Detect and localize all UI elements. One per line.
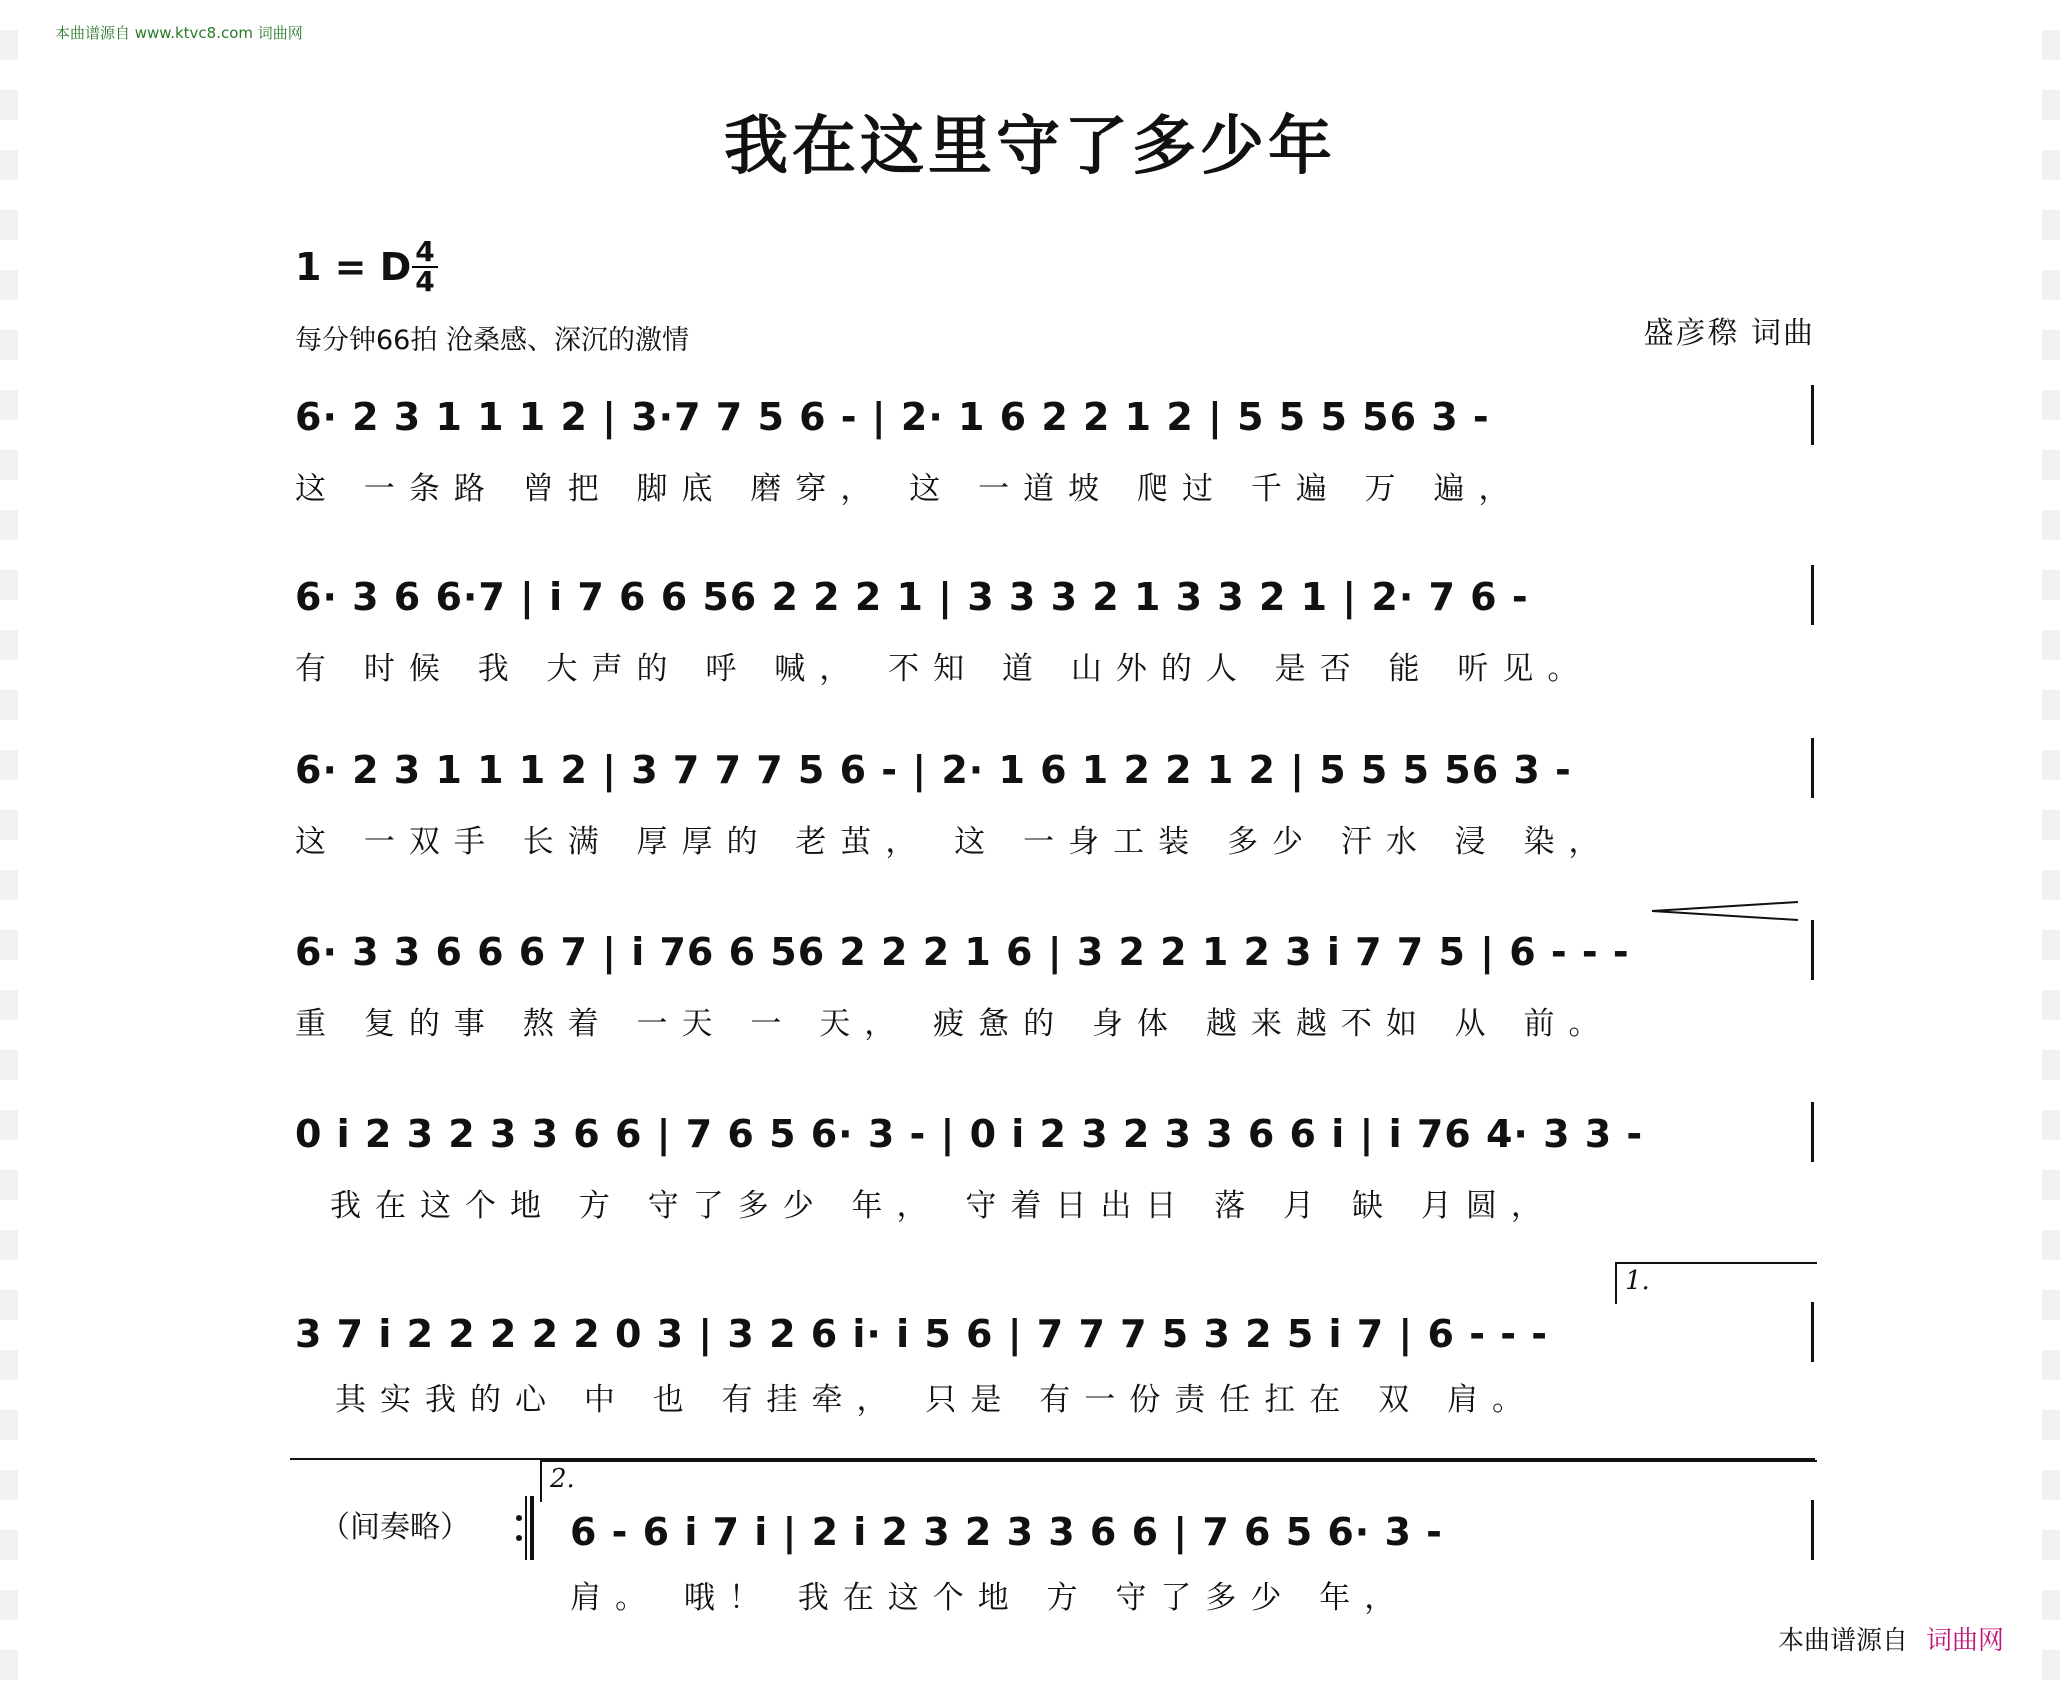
- crescendo-hairpin: [1650, 900, 1800, 922]
- lyrics-line: 重 复的事 熬着 一天 一 天， 疲惫的 身体 越来越不如 从 前。: [295, 1006, 1614, 1042]
- interlude-note: （间奏略）: [320, 1510, 470, 1545]
- lyrics-line: 肩。 哦！ 我在这个地 方 守了多少 年，: [570, 1580, 1410, 1616]
- end-barline: [1811, 738, 1814, 798]
- volta-1-label: 1.: [1625, 1266, 1650, 1296]
- volta-1: [1615, 1262, 1817, 1304]
- notation-line: 6· 2 3 1 1 1 2 | 3 7 7 7 5 6 - | 2· 1 6 1 2 2 1 2 | 5 5 5 56 3 -: [295, 748, 1814, 798]
- end-barline: [1811, 385, 1814, 445]
- lyrics-line: 我在这个地 方 守了多少 年， 守着日出日 落 月 缺 月圆，: [330, 1188, 1556, 1224]
- notation-line: 6· 3 3 6 6 6 7 | i 76 6 56 2 2 2 1 6 | 3 2 2 1 2 3 i 7 7 5 | 6 - - -: [295, 930, 1814, 980]
- notation-line: 0 i 2 3 2 3 3 6 6 | 7 6 5 6· 3 - | 0 i 2 3 2 3 3 6 6 i | i 76 4· 3 3 -: [295, 1112, 1814, 1162]
- notation-line: 3 7 i 2 2 2 2 2 0 3 | 3 2 6 i· i 5 6 | 7 7 7 5 3 2 5 i 7 | 6 - - -: [295, 1312, 1814, 1362]
- repeat-sign: [515, 1496, 535, 1560]
- end-barline: [1811, 1500, 1814, 1560]
- right-margin-watermark-strip: [2042, 0, 2060, 1682]
- song-title: 我在这里守了多少年: [724, 109, 1336, 184]
- lyrics-line: 有 时候 我 大声的 呼 喊， 不知 道 山外的人 是否 能 听见。: [295, 651, 1593, 687]
- notation-line: 6· 3 6 6·7 | i 7 6 6 56 2 2 2 1 | 3 3 3 2 1 3 3 2 1 | 2· 7 6 -: [295, 575, 1814, 625]
- end-barline: [1811, 920, 1814, 980]
- top-watermark: 本曲谱源自 www.ktvc8.com 词曲网: [55, 24, 303, 42]
- key-signature: 1 = D: [295, 245, 412, 289]
- lyrics-line: 这 一条路 曾把 脚底 磨穿， 这 一道坡 爬过 千遍 万 遍，: [295, 471, 1524, 507]
- lyrics-line: 其实我的心 中 也 有挂牵， 只是 有一份责任扛在 双 肩。: [335, 1382, 1537, 1418]
- end-barline: [1811, 565, 1814, 625]
- notation-line: 6· 2 3 1 1 1 2 | 3·7 7 5 6 - | 2· 1 6 2 2 1 2 | 5 5 5 56 3 -: [295, 395, 1814, 445]
- time-signature-top: 4: [415, 235, 435, 268]
- volta-2-label: 2.: [550, 1464, 575, 1494]
- volta-2: [540, 1460, 1817, 1502]
- watermark-site-link[interactable]: 词曲网: [1925, 1626, 2004, 1656]
- bottom-watermark: [1778, 1620, 2004, 1657]
- time-signature: [410, 235, 440, 298]
- end-barline: [1811, 1102, 1814, 1162]
- notation-line: 6 - 6 i 7 i | 2 i 2 3 2 3 3 6 6 | 7 6 5 6· 3 -: [570, 1510, 1814, 1560]
- lyrics-line: 这 一双手 长满 厚厚的 老茧， 这 一身工装 多少 汗水 浸 染，: [295, 824, 1614, 860]
- end-barline: [1811, 1302, 1814, 1362]
- composer-credit: 盛彦穄 词曲: [1643, 316, 1815, 351]
- left-margin-watermark-strip: [0, 0, 18, 1682]
- watermark-source: 本曲谱源自: [1777, 1626, 1908, 1656]
- tempo-marking: 每分钟66拍 沧桑感、深沉的激情: [295, 325, 689, 356]
- time-signature-bottom: 4: [415, 265, 435, 298]
